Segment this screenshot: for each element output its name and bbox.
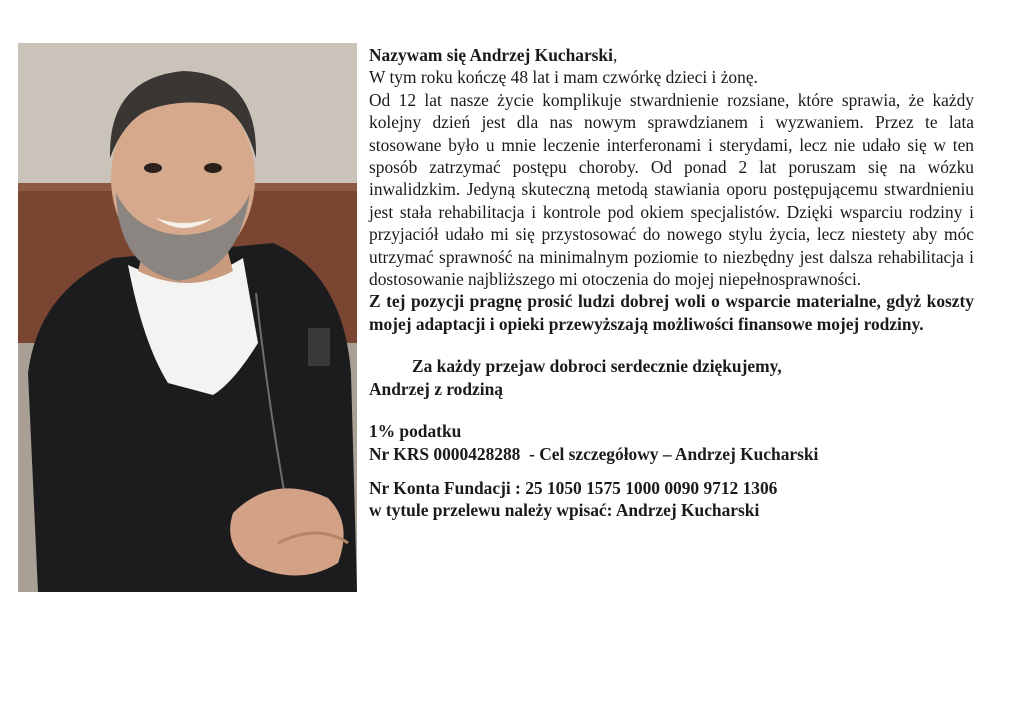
- transfer-note: w tytule przelewu należy wpisać: Andrzej Kucharski: [369, 500, 760, 521]
- appeal-paragraph: Z tej pozycji pragnę prosić ludzi dobrej woli o wsparcie materialne, gdyż koszty mojej adaptacji i opieki przewyższają możliwości finansowe mojej rodziny.: [369, 291, 974, 334]
- portrait-photo: [18, 43, 357, 592]
- greeting-line: [369, 44, 974, 66]
- author-name: Nazywam się Andrzej Kucharski: [369, 45, 613, 65]
- age-family-line: W tym roku kończę 48 lat i mam czwórkę dzieci i żonę.: [369, 67, 758, 88]
- greeting-comma: ,: [612, 45, 618, 65]
- krs-line: Nr KRS 0000428288 - Cel szczegółowy – Andrzej Kucharski: [369, 443, 819, 464]
- letter-text: [369, 44, 974, 522]
- tax-title: 1% podatku: [369, 421, 462, 442]
- story-paragraph: Od 12 lat nasze życie komplikuje stwardnienie rozsiane, które sprawia, że każdy kolejny dzień jest dla nas nowym sprawdzianem i wyzwaniem. Przez te lata stosowane było u mnie leczenie interferonami i sterydami, lecz nie udało się w ten sposób zatrzymać postępu choroby. Od ponad 2 lat poruszam się na wózku inwalidzkim. Jedyną skuteczną metodą stawiania oporu postępującemu stwardnieniu jest stała rehabilitacja i kontrole pod okiem specjalistów. Dzięki wsparciu rodziny i przyjaciół udało mi się przystosować do nowego stylu życia, lecz niestety aby móc utrzymać sprawność na minimalnym poziomie to niezbędny jest dalsza rehabilitacja i dostosowanie najbliższego mi otoczenia do mojej niepełnosprawności.: [369, 89, 974, 290]
- thanks-line: Za każdy przejaw dobroci serdecznie dziękujemy,: [412, 356, 782, 377]
- account-line: Nr Konta Fundacji : 25 1050 1575 1000 0090 9712 1306: [369, 477, 778, 498]
- signature-line: Andrzej z rodziną: [369, 378, 503, 399]
- portrait-illustration: [18, 43, 357, 592]
